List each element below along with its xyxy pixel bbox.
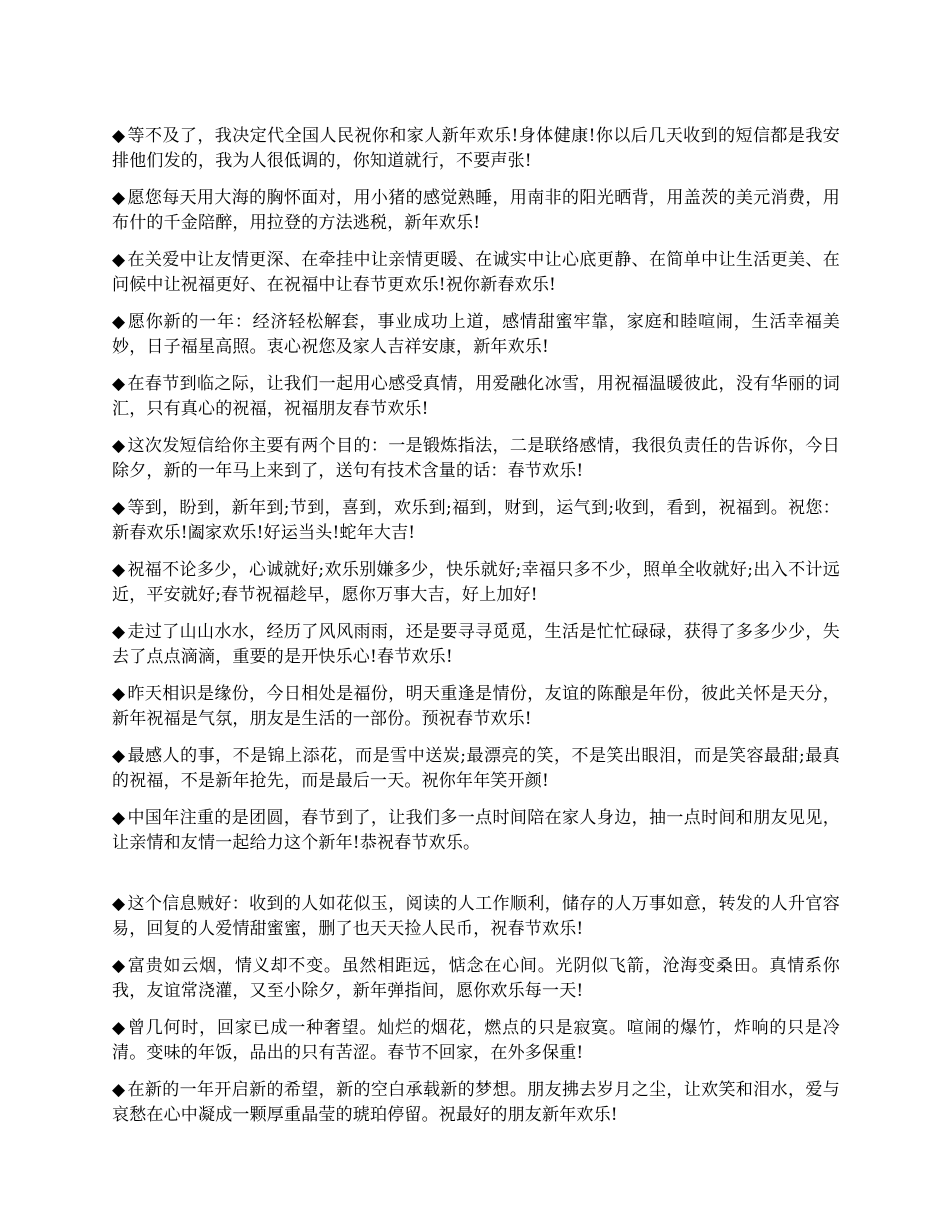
paragraph-4 — [112, 310, 840, 360]
paragraph-5 — [112, 372, 840, 422]
paragraph-13 — [112, 892, 840, 942]
paragraph-text: 这次发短信给你主要有两个目的：一是锻炼指法，二是联络感情，我很负责任的告诉你，今日除夕，新的一年马上来到了，送句有技术含量的话：春节欢乐! — [112, 436, 840, 481]
paragraph-text: 愿你新的一年：经济轻松解套，事业成功上道，感情甜蜜牢靠，家庭和睦喧闹，生活幸福美妙，日子福星高照。衷心祝您及家人吉祥安康，新年欢乐! — [112, 312, 841, 357]
diamond-bullet-icon: ◆ — [112, 250, 126, 270]
diamond-bullet-icon: ◆ — [112, 312, 126, 332]
paragraph-9 — [112, 620, 840, 670]
paragraph-text: 愿您每天用大海的胸怀面对，用小猪的感觉熟睡，用南非的阳光晒背，用盖茨的美元消费，用布什的千金陪醉，用拉登的方法逃税，新年欢乐! — [112, 188, 840, 233]
diamond-bullet-icon: ◆ — [112, 808, 126, 828]
paragraph-11 — [112, 744, 840, 794]
diamond-bullet-icon: ◆ — [112, 746, 126, 766]
paragraph-text: 在新的一年开启新的希望，新的空白承载新的梦想。朋友拂去岁月之尘，让欢笑和泪水，爱与哀愁在心中凝成一颗厚重晶莹的琥珀停留。祝最好的朋友新年欢乐! — [112, 1080, 840, 1125]
paragraph-6 — [112, 434, 840, 484]
paragraph-1 — [112, 124, 840, 174]
diamond-bullet-icon: ◆ — [112, 188, 126, 208]
paragraph-2 — [112, 186, 840, 236]
diamond-bullet-icon: ◆ — [112, 436, 126, 456]
paragraph-text: 祝福不论多少，心诚就好;欢乐别嫌多少，快乐就好;幸福只多不少，照单全收就好;出入不计远近，平安就好;春节祝福趁早，愿你万事大吉，好上加好! — [112, 560, 840, 605]
diamond-bullet-icon: ◆ — [112, 956, 126, 976]
paragraph-16 — [112, 1078, 840, 1128]
diamond-bullet-icon: ◆ — [112, 622, 126, 642]
paragraph-8 — [112, 558, 840, 608]
paragraph-12 — [112, 806, 840, 856]
diamond-bullet-icon: ◆ — [112, 684, 126, 704]
diamond-bullet-icon: ◆ — [112, 1018, 126, 1038]
paragraph-14 — [112, 954, 840, 1004]
diamond-bullet-icon: ◆ — [112, 560, 126, 580]
paragraph-text: 等不及了，我决定代全国人民祝你和家人新年欢乐!身体健康!你以后几天收到的短信都是我安排他们发的，我为人很低调的，你知道就行，不要声张! — [112, 126, 840, 171]
diamond-bullet-icon: ◆ — [112, 894, 126, 914]
diamond-bullet-icon: ◆ — [112, 374, 126, 394]
paragraph-10 — [112, 682, 840, 732]
paragraph-text: 富贵如云烟，情义却不变。虽然相距远，惦念在心间。光阴似飞箭，沧海变桑田。真情系你我，友谊常浇灌，又至小除夕，新年弹指间，愿你欢乐每一天! — [112, 956, 841, 1001]
diamond-bullet-icon: ◆ — [112, 126, 126, 146]
diamond-bullet-icon: ◆ — [112, 498, 126, 518]
paragraph-text: 这个信息贼好：收到的人如花似玉，阅读的人工作顺利，储存的人万事如意，转发的人升官容易，回复的人爱情甜蜜蜜，删了也天天捡人民币，祝春节欢乐! — [112, 894, 840, 939]
paragraph-text: 在春节到临之际，让我们一起用心感受真情，用爱融化冰雪，用祝福温暖彼此，没有华丽的词汇，只有真心的祝福，祝福朋友春节欢乐! — [112, 374, 840, 419]
paragraph-text: 走过了山山水水，经历了风风雨雨，还是要寻寻觅觅，生活是忙忙碌碌，获得了多多少少，失去了点点滴滴，重要的是开快乐心!春节欢乐! — [112, 622, 840, 667]
diamond-bullet-icon: ◆ — [112, 1080, 126, 1100]
paragraph-7 — [112, 496, 840, 546]
paragraph-text: 最感人的事，不是锦上添花，而是雪中送炭;最漂亮的笑，不是笑出眼泪，而是笑容最甜;最真的祝福，不是新年抢先，而是最后一天。祝你年年笑开颜! — [112, 746, 841, 791]
paragraph-text: 曾几何时，回家已成一种奢望。灿烂的烟花，燃点的只是寂寞。喧闹的爆竹，炸响的只是冷清。变味的年饭，品出的只有苦涩。春节不回家，在外多保重! — [112, 1018, 841, 1063]
paragraph-text: 中国年注重的是团圆，春节到了，让我们多一点时间陪在家人身边，抽一点时间和朋友见见，让亲情和友情一起给力这个新年!恭祝春节欢乐。 — [112, 808, 840, 853]
paragraph-text: 等到，盼到，新年到;节到，喜到，欢乐到;福到，财到，运气到;收到，看到，祝福到。祝您：新春欢乐!阖家欢乐!好运当头!蛇年大吉! — [112, 498, 840, 543]
paragraph-text: 昨天相识是缘份，今日相处是福份，明天重逢是情份，友谊的陈酿是年份，彼此关怀是天分，新年祝福是气氛，朋友是生活的一部份。预祝春节欢乐! — [112, 684, 840, 729]
document-body — [112, 124, 840, 1140]
paragraph-3 — [112, 248, 840, 298]
paragraph-text: 在关爱中让友情更深、在牵挂中让亲情更暖、在诚实中让心底更静、在简单中让生活更美、在问候中让祝福更好、在祝福中让春节更欢乐!祝你新春欢乐! — [112, 250, 840, 295]
paragraph-15 — [112, 1016, 840, 1066]
